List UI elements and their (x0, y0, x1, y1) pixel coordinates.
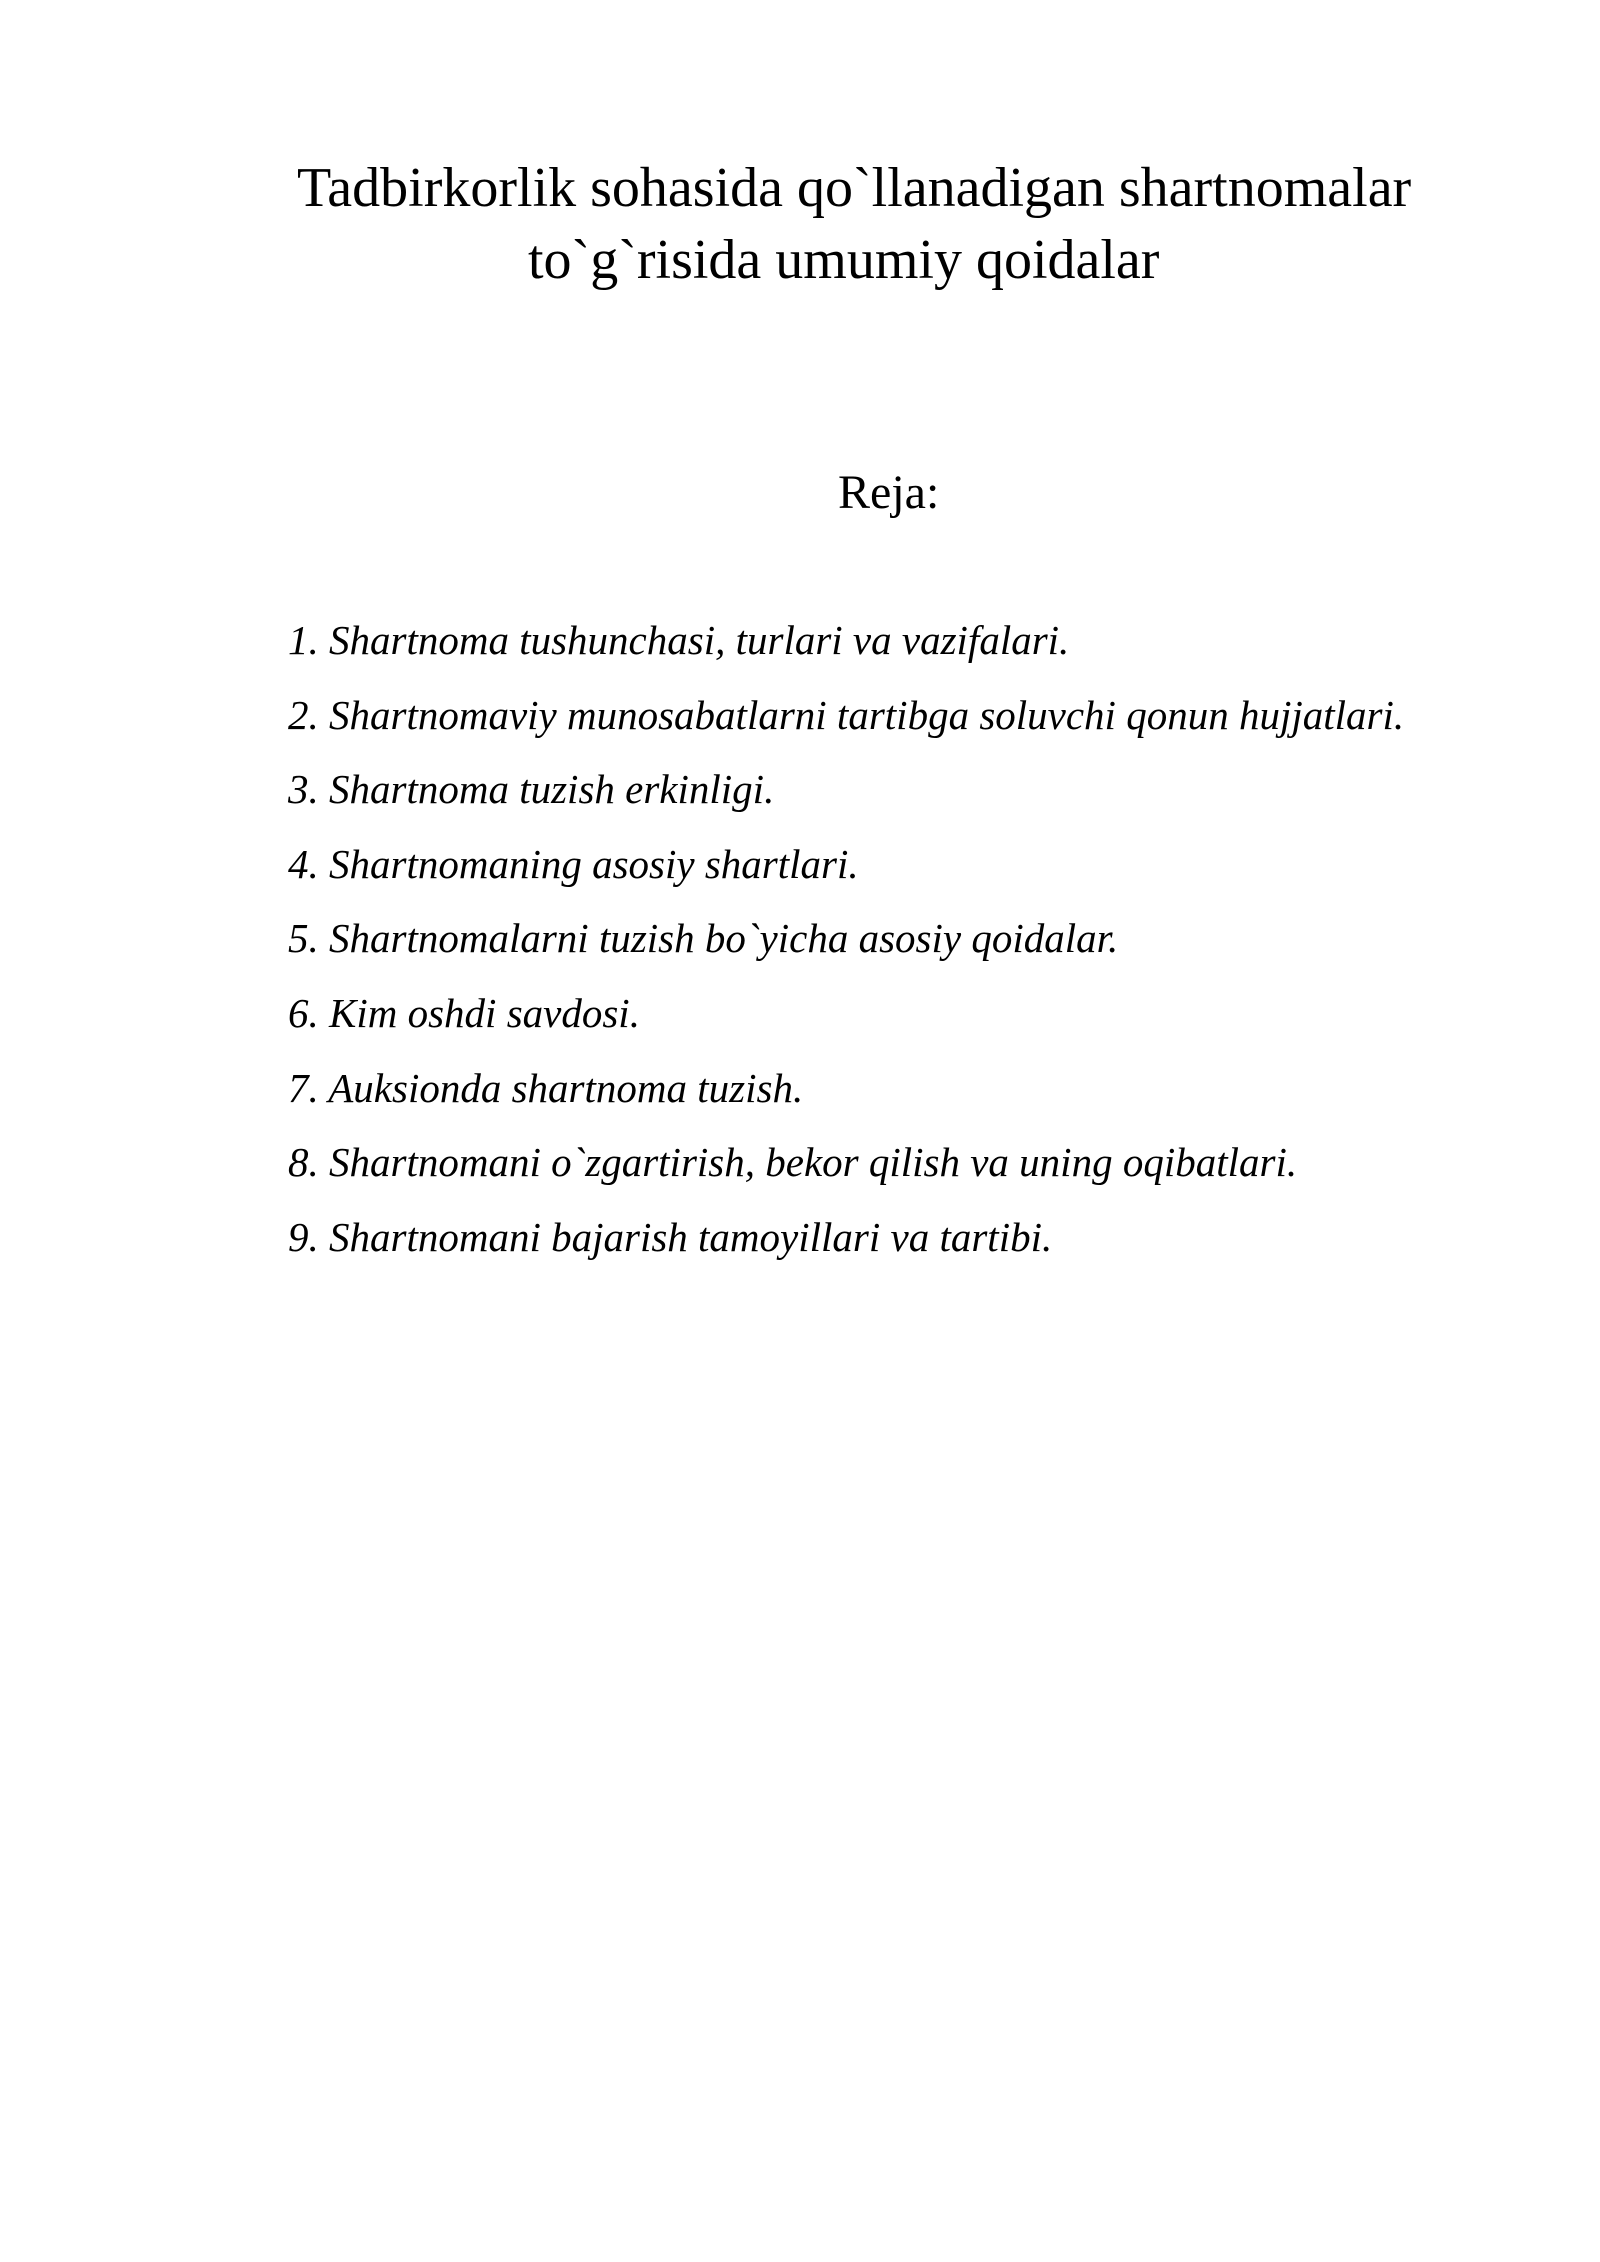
plan-item: 4. Shartnomaning asosiy shartlari. (288, 840, 859, 887)
plan-item: 8. Shartnomani o`zgartirish, bekor qilish va uning oqibatlari. (288, 1139, 1298, 1186)
plan-item: 6. Kim oshdi savdosi. (288, 989, 640, 1036)
document-title (200, 152, 1500, 296)
plan-item: 5. Shartnomalarni tuzish bo`yicha asosiy qoidalar. (288, 915, 1119, 962)
plan-item: 9. Shartnomani bajarish tamoyillari va tartibi. (288, 1213, 1053, 1260)
plan-item: 2. Shartnomaviy munosabatlarni tartibga soluvchi qonun hujjatlari. (288, 691, 1405, 738)
plan-heading: Reja: (838, 466, 940, 519)
title-line-1: Tadbirkorlik sohasida qo`llanadigan shartnomalar (297, 157, 1412, 219)
title-line-2: to`g`risida umumiy qoidalar (528, 229, 1160, 291)
plan-item: 3. Shartnoma tuzish erkinligi. (288, 766, 775, 813)
plan-item: 1. Shartnoma tushunchasi, turlari va vazifalari. (288, 617, 1070, 663)
plan-list (288, 603, 1538, 1274)
plan-item: 7. Auksionda shartnoma tuzish. (288, 1064, 804, 1111)
